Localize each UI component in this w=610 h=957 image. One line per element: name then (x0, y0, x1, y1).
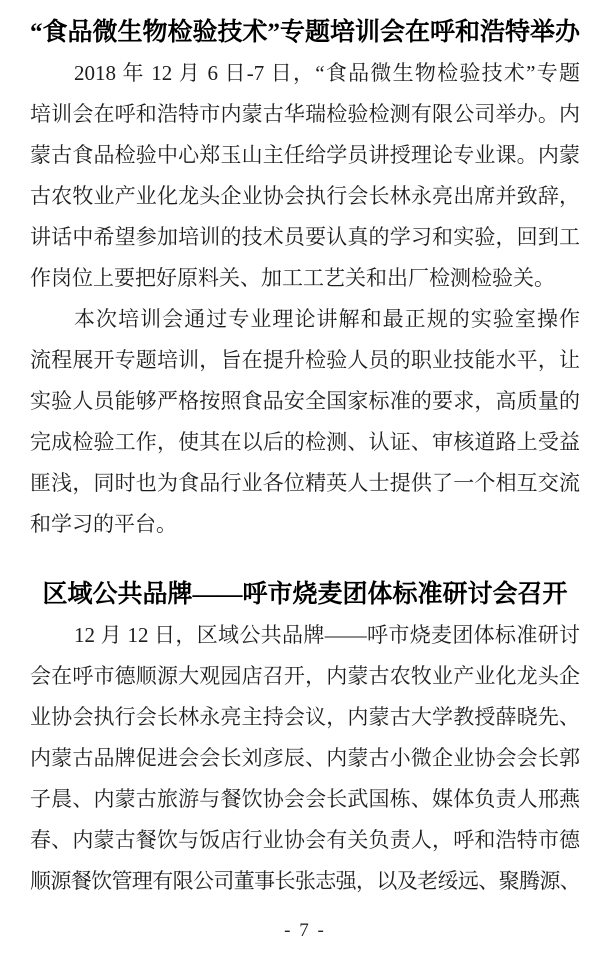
text-line: 培训会在呼和浩特市内蒙古华瑞检验检测有限公司举办。内 (30, 102, 580, 126)
text-line: 讲话中希望参加培训的技术员要认真的学习和实验，回到工 (30, 225, 580, 249)
text-line: 子晨、内蒙古旅游与餐饮协会会长武国栋、媒体负责人邢燕 (30, 787, 580, 811)
paragraph (30, 299, 580, 545)
text-line: 2018 年 12 月 6 日-7 日，“食品微生物检验技术”专题 (74, 61, 580, 85)
text-line: 完成检验工作，使其在以后的检测、认证、审核道路上受益 (30, 430, 580, 454)
text-line: 顺源餐饮管理有限公司董事长张志强，以及老绥远、聚腾源、 (30, 869, 580, 893)
paragraph (30, 53, 580, 299)
text-line: 古农牧业产业化龙头企业协会执行会长林永亮出席并致辞， (30, 184, 580, 208)
text-line: 业协会执行会长林永亮主持会议，内蒙古大学教授薛晓先、 (30, 705, 580, 729)
paragraph (30, 615, 580, 902)
text-line: 流程展开专题培训，旨在提升检验人员的职业技能水平，让 (30, 348, 580, 372)
text-line: 本次培训会通过专业理论讲解和最正规的实验室操作 (74, 307, 580, 331)
article-title: “食品微生物检验技术”专题培训会在呼和浩特举办 (30, 19, 581, 46)
article (30, 578, 580, 902)
text-line: 匪浅，同时也为食品行业各位精英人士提供了一个相互交流 (30, 471, 580, 495)
article (30, 16, 580, 545)
text-line: 会在呼市德顺源大观园店召开，内蒙古农牧业产业化龙头企 (30, 664, 580, 688)
page-number: - 7 - (284, 920, 326, 941)
article-title: 区域公共品牌——呼市烧麦团体标准研讨会召开 (42, 581, 568, 608)
text-line: 和学习的平台。 (30, 512, 177, 536)
text-line: 蒙古食品检验中心郑玉山主任给学员讲授理论专业课。内蒙 (30, 143, 580, 167)
text-line: 春、内蒙古餐饮与饭店行业协会有关负责人，呼和浩特市德 (30, 828, 580, 852)
text-line: 12 月 12 日，区域公共品牌——呼市烧麦团体标准研讨 (74, 623, 580, 647)
articles-container (30, 16, 580, 902)
text-line: 内蒙古品牌促进会会长刘彦辰、内蒙古小微企业协会会长郭 (30, 746, 580, 770)
text-line: 实验人员能够严格按照食品安全国家标准的要求，高质量的 (30, 389, 580, 413)
text-line: 作岗位上要把好原料关、加工工艺关和出厂检测检验关。 (30, 266, 555, 290)
